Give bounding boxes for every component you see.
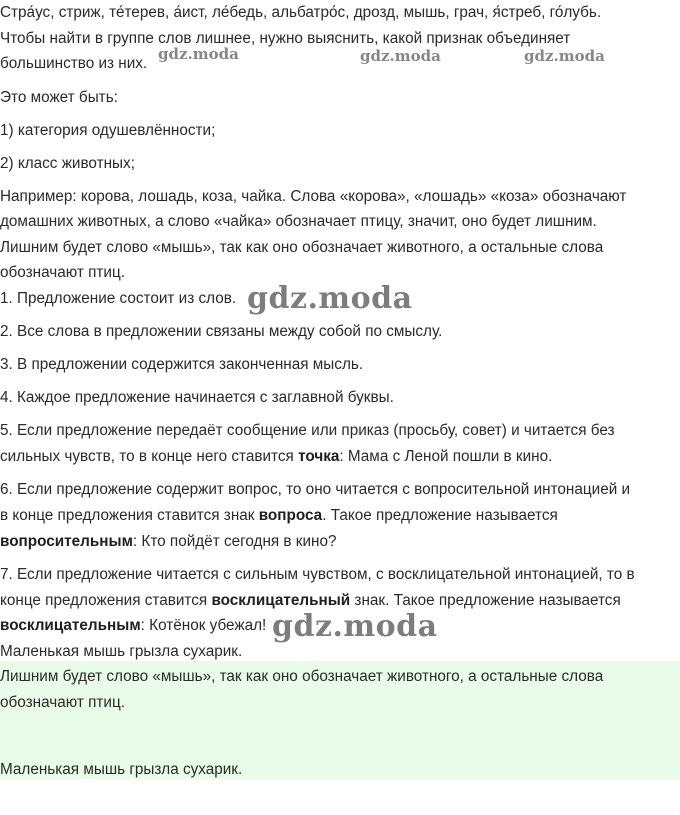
rule-item: 3. В предложении содержится законченная мысль. xyxy=(0,356,364,373)
text-segment: в конце предложения ставится знак xyxy=(0,507,259,524)
rule-item: 2. Все слова в предложении связаны между собой по смыслу. xyxy=(0,323,443,340)
rule-item: 7. Если предложение читается с сильным чувством, с восклицательной интонацией, то в xyxy=(0,566,635,583)
text-line: Например: корова, лошадь, коза, чайка. Слова «корова», «лошадь» «коза» обозначают xyxy=(0,188,627,205)
bold-term: вопросительным xyxy=(0,533,133,550)
rule-item-continued xyxy=(0,507,558,525)
rule-item-continued xyxy=(0,592,621,610)
rule-item: 6. Если предложение содержит вопрос, то оно читается с вопросительной интонацией и xyxy=(0,481,631,498)
text-segment: сильных чувств, то в конце него ставится xyxy=(0,448,299,465)
text-segment: : Котёнок убежал! xyxy=(140,617,267,634)
rule-item-continued xyxy=(0,533,337,551)
rule-item-continued xyxy=(0,617,266,635)
word-list-line: Стра́ус, стриж, те́терев, а́ист, ле́бедь, альбатро́с, дрозд, мышь, грач, я́стреб, го́лубь. xyxy=(0,4,602,21)
answer-line: Лишним будет слово «мышь», так как оно обозначает животного, а остальные слова xyxy=(0,668,604,685)
watermark: gdz.moda xyxy=(247,281,413,316)
bold-term: восклицательным xyxy=(0,617,141,634)
bold-term: восклицательный xyxy=(211,592,351,609)
rule-item: 4. Каждое предложение начинается с заглавной буквы. xyxy=(0,389,394,406)
bold-term: точка xyxy=(298,448,340,465)
text-line: Маленькая мышь грызла сухарик. xyxy=(0,643,243,660)
watermark: gdz.moda xyxy=(272,609,438,644)
text-line: обозначают птиц. xyxy=(0,264,125,281)
text-line: Это может быть: xyxy=(0,89,118,106)
text-segment: конце предложения ставится xyxy=(0,592,212,609)
list-item: 1) категория одушевлённости; xyxy=(0,122,216,139)
bold-term: вопроса xyxy=(258,507,323,524)
text-line: домашних животных, а слово «чайка» обозначает птицу, значит, оно будет лишним. xyxy=(0,213,597,230)
watermark: gdz.moda xyxy=(158,45,239,63)
watermark: gdz.moda xyxy=(360,47,441,65)
watermark: gdz.moda xyxy=(524,47,605,65)
text-line: Лишним будет слово «мышь», так как оно обозначает животного, а остальные слова xyxy=(0,239,604,256)
text-segment: : Кто пойдёт сегодня в кино? xyxy=(132,533,337,550)
answer-line: Маленькая мышь грызла сухарик. xyxy=(0,761,243,778)
rule-item: 5. Если предложение передаёт сообщение или приказ (просьбу, совет) и читается без xyxy=(0,422,615,439)
list-item: 2) класс животных; xyxy=(0,155,135,172)
text-segment: . Такое предложение называется xyxy=(322,507,558,524)
answer-line: обозначают птиц. xyxy=(0,694,125,711)
rule-item-continued xyxy=(0,448,552,466)
text-line: Чтобы найти в группе слов лишнее, нужно выяснить, какой признак объединяет xyxy=(0,30,571,47)
text-segment: знак. Такое предложение называется xyxy=(350,592,621,609)
text-segment: : Мама с Леной пошли в кино. xyxy=(339,448,553,465)
text-line: большинство из них. xyxy=(0,55,148,72)
rule-item: 1. Предложение состоит из слов. xyxy=(0,290,237,307)
